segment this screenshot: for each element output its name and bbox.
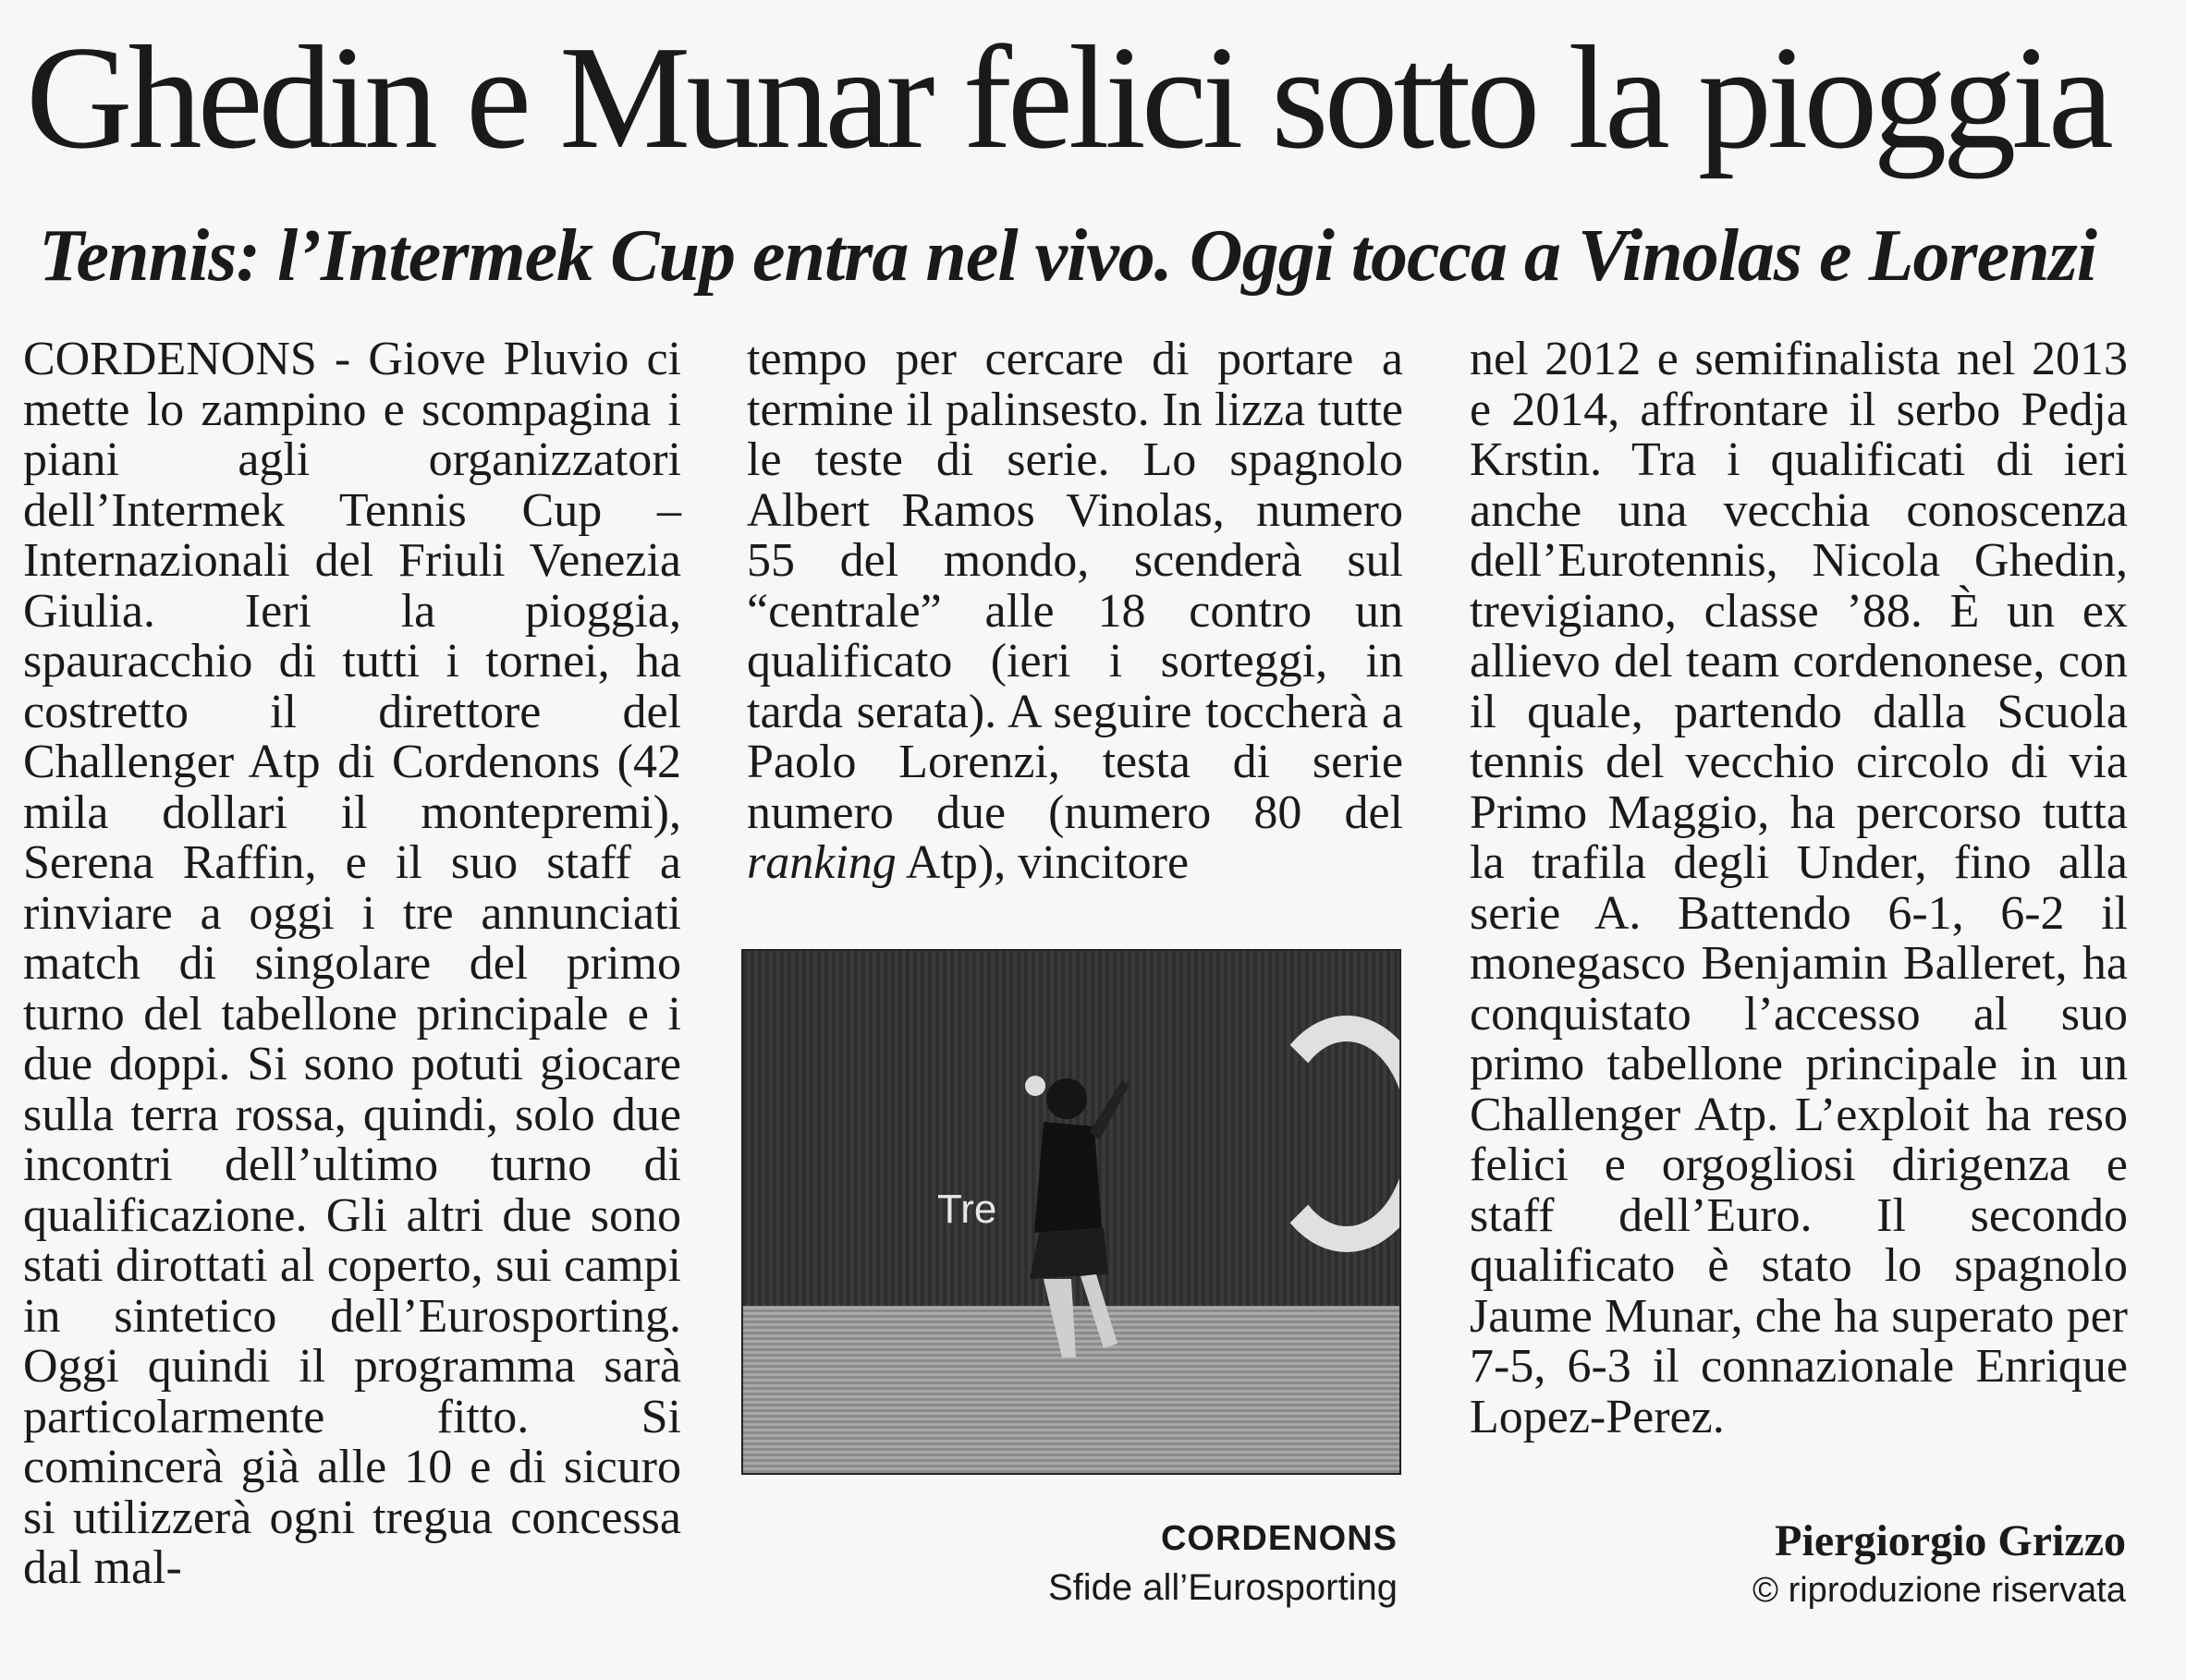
- column-2-text-start: tempo per cercare di portare a termine il palinsesto. In lizza tutte le teste di serie. Lo spagnolo Albert Ramos Vinolas, numero 55 del mondo, scenderà sul “centrale” alle 18 contro un qualificato (ieri i sorteggi, in tarda serata). A seguire toccherà a Paolo Lorenzi, testa di serie numero due (numero 80 del: [747, 333, 1403, 839]
- tennis-player-figure: [993, 1062, 1131, 1367]
- photo-banner-text: Tre: [937, 1187, 997, 1232]
- article-text-column-2: [747, 335, 1403, 889]
- headline: Ghedin e Munar felici sotto la pioggia: [26, 15, 2109, 179]
- photo-caption-title: CORDENONS: [1160, 1519, 1398, 1558]
- article-column-2: [747, 335, 1403, 889]
- article-text-column-3: nel 2012 e semifinalista nel 2013 e 2014, affrontare il serbo Pedja Krstin. Tra i qualificati di ieri anche una vecchia conoscenza dell’Eurotennis, Nicola Ghedin, trevigiano, classe ’88. È un ex allievo del team cordenonese, con il quale, partendo dalla Scuola tennis del vecchio circolo di via Primo Maggio, ha percorso tutta la trafila degli Under, fino alla serie A. Battendo 6-1, 6-2 il monegasco Benjamin Balleret, ha conquistato l’accesso al suo primo tabellone principale in un Challenger Atp. L’exploit ha reso felici e orgogliosi dirigenza e staff dell’Euro. Il secondo qualificato è stato lo spagnolo Jaume Munar, che ha superato per 7-5, 6-3 il connazionale Enrique Lopez-Perez.: [1470, 333, 2128, 1443]
- column-2-text-end: Atp), vincitore: [896, 836, 1190, 889]
- tennis-photo: [741, 949, 1401, 1475]
- article-text-column-1: CORDENONS - Giove Pluvio ci mette lo zampino e scompagina i piani agli organizzatori dell’Intermek Tennis Cup – Internazionali del Friuli Venezia Giulia. Ieri la pioggia, spauracchio di tutti i tornei, ha costretto il direttore del Challenger Atp di Cordenons (42 mila dollari il montepremi), Serena Raffin, e il suo staff a rinviare a oggi i tre annunciati match di singolare del primo turno del tabellone principale e i due doppi. Si sono potuti giocare sulla terra rossa, quindi, solo due incontri dell’ultimo turno di qualificazione. Gli altri due sono stati dirottati al coperto, sui campi in sintetico dell’Eurosporting. Oggi quindi il programma sarà particolarmente fitto. Si comincerà già alle 10 e di sicuro si utilizzerà ogni tregua concessa dal mal-: [23, 333, 681, 1594]
- subheadline: Tennis: l’Intermek Cup entra nel vivo. Oggi tocca a Vinolas e Lorenzi: [39, 215, 2096, 297]
- column-2-italic-word: ranking: [747, 836, 897, 889]
- author-byline: Piergiorgio Grizzo: [1775, 1516, 2126, 1565]
- article-column-3: [1470, 335, 2128, 1443]
- tennis-ball: [1025, 1076, 1045, 1096]
- copyright-notice: © riproduzione riservata: [1752, 1571, 2126, 1610]
- photo-caption-text: Sfide all’Eurosporting: [1048, 1567, 1398, 1608]
- article-column-1: [23, 335, 681, 1594]
